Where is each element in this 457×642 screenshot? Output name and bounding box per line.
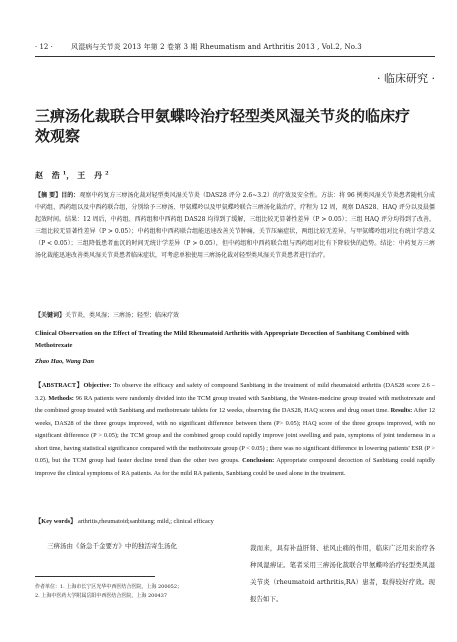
conclusion-label: Conclusion: bbox=[239, 457, 275, 464]
abstract-results: After 12 weeks, DAS28 of the three groups improved, with no significant difference between them (P> 0.05); HAQ score of the three groups improved, with no significant difference (P > 0.05); the TCM group and the combined group could rapidly improve joint swelling and pain, symptoms of joint tenderness in a short time, having statistical significance compared with the methotrexate group (P < 0.05) ; there was no significant difference in lowering patients' ESR (P > 0.05), but the TCM group had faster decline trend than the other two groups. bbox=[35, 407, 436, 464]
journal-citation: 风湿病与关节炎 2013 年第 2 卷第 3 期 Rheumatism and Arthritis 2013 , Vol.2, No.3 bbox=[71, 43, 362, 51]
abstract-methods: 96 RA patients were randomly divided into the TCM group treated with Sanbitang, the Westen-medcine group treated with methotrexate and the combined group treated with Sanbitang and methotrexate tablets for 12 weeks, observing the DAS28, HAQ scores and drug onset time. bbox=[35, 394, 436, 414]
page-number: · 12 · bbox=[35, 43, 53, 51]
article-title: 三痹汤化裁联合甲氨蝶呤治疗轻型类风湿关节炎的临床疗效观察 bbox=[35, 107, 411, 145]
affiliation-1: 作者单位：1. 上海市长宁区光华中西医结合医院，上海 200052； bbox=[35, 584, 183, 590]
abstract-english bbox=[35, 380, 435, 480]
running-head bbox=[35, 42, 435, 52]
section-tag: · 临床研究 · bbox=[377, 72, 435, 85]
english-authors: Zhao Hao, Wang Dan bbox=[35, 358, 94, 365]
abstract-text-zh: 观察中药复方三痹汤化裁对轻型类风湿关节炎（DAS28 评分 2.6~3.2）的疗效及安全性。方法：将 96 例类风湿关节炎患者随机分成中药组、西药组以及中西药联合组，分别给予三痹汤、甲氨蝶呤以及甲氨蝶呤联合三痹汤化裁治疗，疗程为 12 周，观察 DAS28、HAQ 评分以及晨僵起效时间。结果：12 周后，中药组、西药组和中西药组 DAS28 均得到了缓解，三组比较无显著性差异（P > 0.05）；三组 HAQ 评分均得到了改善，三组比较无显著性差异（P > 0.05）；中药组和中西药联合组能迅速改善关节肿痛，关节压痛症状，两组比较无差异，与甲氨蝶呤组对比有统计学意义（P < 0.05）；三组降低患者血沉的时间无统计学差异（P > 0.05），但中药组和中西药联合组与西药组对比有下降较快的趋势。结论：中药复方三痹汤化裁能迅速改善类风湿关节炎患者临床症状，可考虑单独使用三痹汤化裁对轻型类风湿关节炎患者进行治疗。 bbox=[35, 192, 435, 259]
author-affiliation-mark: 1 bbox=[62, 170, 67, 177]
author-separator: ， bbox=[66, 170, 78, 180]
abstract-objective: To observe the efficacy and safety of compound Sanbitang in the treatment of mild rheumatoid arthritis (DAS28 score 2.6 – 3.2). bbox=[35, 382, 436, 402]
author-line bbox=[35, 170, 109, 181]
author-name: 赵 浩 bbox=[35, 170, 63, 180]
footnote-rule bbox=[35, 576, 155, 577]
keywords-text-zh: 关节炎，类风湿；三痹汤；轻型；临床疗效 bbox=[65, 312, 180, 319]
body-column-left bbox=[35, 540, 230, 601]
abstract-label-en: 【ABSTRACT】Objective: bbox=[35, 382, 112, 389]
keywords-label-en: 【Key words】 bbox=[35, 518, 77, 525]
abstract-chinese bbox=[35, 190, 435, 262]
author-affiliation-mark: 2 bbox=[105, 170, 109, 177]
affiliation-2: 2. 上海中医药大学附属岳阳中西医结合医院，上海 200437 bbox=[35, 593, 168, 599]
keywords-label-zh: 【关键词】 bbox=[35, 312, 66, 319]
results-label: Results: bbox=[388, 407, 413, 414]
methods-label: Methods: bbox=[46, 394, 74, 402]
body-intro-text: 三痹汤由《备急千金要方》中的独活寄生汤化 bbox=[47, 542, 177, 550]
abstract-conclusion: Appropriate compound decoction of Sanbitang could rapidly improve the clinical symptoms of RA patients. As for the mild RA patients, Sanbitang could be used alone in the treatment. bbox=[35, 457, 435, 477]
keywords-text-en: arthritis,rheumatoid;sanbitang; mild,; clinical efficacy bbox=[76, 518, 214, 525]
english-title: Clinical Observation on the Effect of Treating the Mild Rheumatoid Arthritis with Appropriate Decoction of Sanbitang Combined with Methotrexate bbox=[35, 330, 409, 349]
body-column-right: 裁而来，具有补益肝肾、祛风止痛的作用，临床广泛用来治疗各种风湿痹证。笔者采用三痹汤化裁联合甲氨蝶呤治疗轻型类风湿关节炎（rheumatoid arthritis,RA）患者，取得较好疗效。现报告如下。 bbox=[250, 544, 435, 603]
keywords-chinese bbox=[35, 310, 179, 319]
header-rule bbox=[35, 56, 435, 57]
keywords-english bbox=[35, 516, 214, 525]
abstract-label-zh: 【摘 要】目的： bbox=[35, 192, 80, 199]
author-name: 王 丹 bbox=[77, 170, 106, 180]
